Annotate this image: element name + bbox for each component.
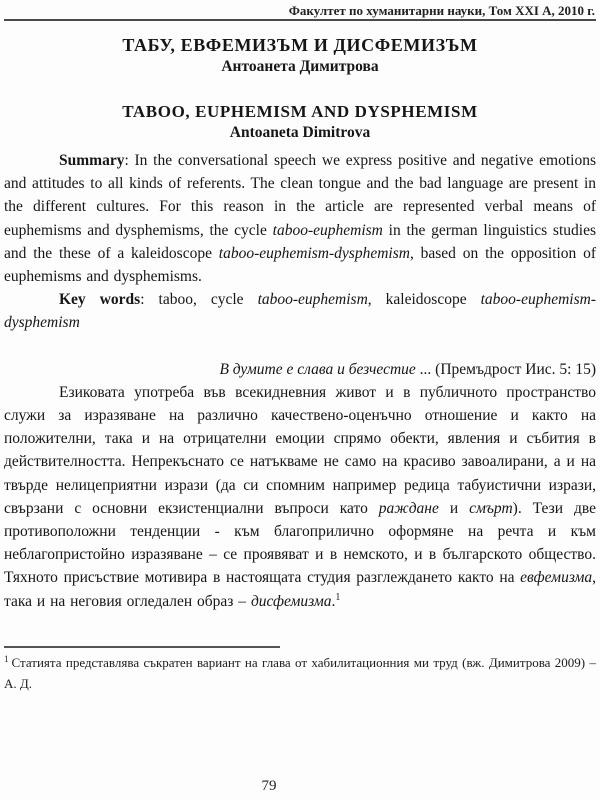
footnote-area bbox=[4, 646, 596, 694]
journal-header-text: Факултет по хуманитарни науки, Том XXI А, 2010 г. bbox=[288, 3, 595, 18]
header-rule bbox=[4, 19, 596, 21]
keywords-paragraph: Key words: taboo, cycle taboo-euphemism, kaleidoscope taboo-euphemism-dysphemism bbox=[4, 291, 596, 332]
footnote-text: Статията представлява съкратен вариант на глава от хабилитационния ми труд (вж. Димитрова 2009) – А. Д. bbox=[4, 655, 596, 691]
author-name-english: Antoaneta Dimitrova bbox=[229, 124, 371, 141]
page-number: 79 bbox=[261, 778, 277, 794]
article-title-english: TABOO, EUPHEMISM AND DYSPHEMISM bbox=[122, 102, 478, 121]
footnote-separator-rule bbox=[4, 646, 280, 648]
body-paragraph: Езиковата употреба във всекидневния живот и в публичното пространство служи за изразяване на различно качествено-оценъчно отношение и както на положителни, така и на отрицателни емоции спрямо обекти, явления и събития в действителността. Непрекъснато се натъкваме не само на красиво завоалирани, а и на твърде нелицеприятни изрази (да си спомним например редица табуистични изрази, свързани с основни екзистенциални въпроси като раждане и смърт). Тези две противоположни тенденции - към благоприлично оформяне на речта и към неблагопристойно изразяване – се проявяват и в немското, и в българското общество. Тяхното присъствие мотивира в настоящата студия разглеждането както на евфемизма, така и на неговия огледален образ – дисфемизма.$^1$ bbox=[4, 383, 596, 610]
epigraph-quote: В думите е слава и безчестие ... (Премъдрост Иис. 5: 15) bbox=[219, 360, 596, 378]
footnote-marker: 1 bbox=[4, 653, 9, 664]
article-title-bulgarian: ТАБУ, ЕВФЕМИЗЪМ И ДИСФЕМИЗЪМ bbox=[122, 35, 478, 55]
author-name-bulgarian: Антоанета Димитрова bbox=[221, 58, 379, 75]
footnote bbox=[4, 653, 596, 694]
summary-paragraph: Summary: In the conversational speech we express positive and negative emotions and attitudes to all kinds of referents. The clean tongue and the bad language are present in the different cultures. For this reason in the article are represented verbal means of euphemisms and dysphemisms, the cycle taboo-euphemism in the german linguistics studies and the these of a kaleidoscope taboo-euphemism-dysphemism, based on the opposition of euphemisms and dysphemisms. bbox=[4, 152, 597, 286]
running-header bbox=[4, 3, 596, 18]
